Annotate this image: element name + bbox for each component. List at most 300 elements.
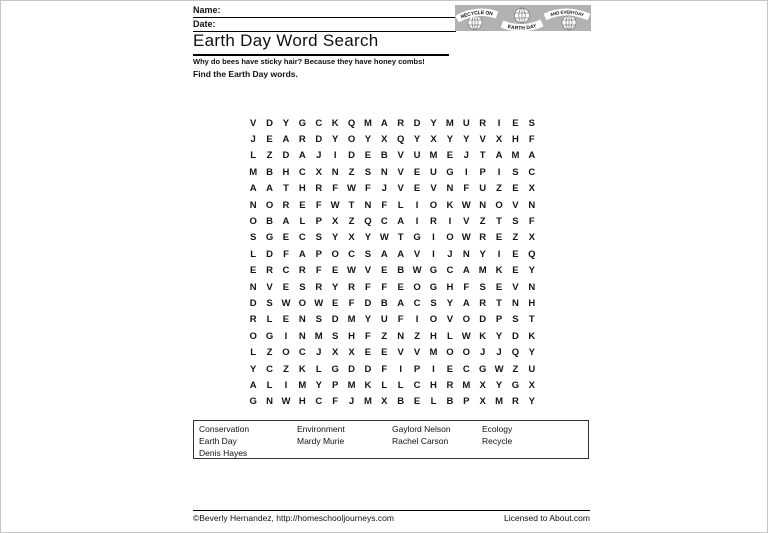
license-text: Licensed to About.com <box>503 513 590 523</box>
grid-cell: F <box>348 297 355 309</box>
grid-cell: U <box>430 166 437 178</box>
grid-cell: E <box>331 297 339 309</box>
word-list-column <box>392 423 482 458</box>
grid-cell: D <box>282 150 290 162</box>
grid-cell: X <box>381 134 388 146</box>
grid-cell: I <box>497 166 501 178</box>
grid-cell: H <box>430 379 437 391</box>
grid-cell: Y <box>528 347 535 359</box>
grid-cell: E <box>381 347 388 359</box>
grid-cell: X <box>495 134 503 146</box>
grid-cell: S <box>250 232 257 244</box>
grid-cell: W <box>347 183 357 195</box>
instruction-text: Find the Earth Day words. <box>193 69 298 79</box>
grid-cell: L <box>381 379 388 391</box>
grid-cell: Q <box>397 134 405 146</box>
grid-cell: Y <box>364 314 372 326</box>
grid-cell: R <box>479 297 487 309</box>
grid-cell: R <box>348 281 355 293</box>
grid-cell: P <box>315 216 322 228</box>
grid-cell: O <box>446 347 454 359</box>
grid-cell: O <box>331 248 339 260</box>
footer <box>193 513 590 523</box>
name-field <box>193 4 456 18</box>
grid-cell: H <box>348 330 355 342</box>
grid-cell: O <box>462 314 470 326</box>
grid-cell: Y <box>364 232 372 244</box>
grid-cell: N <box>249 199 257 211</box>
grid-cell: K <box>479 330 487 342</box>
grid-cell: E <box>397 281 404 293</box>
grid-cell: W <box>281 297 291 309</box>
grid-cell: Y <box>528 396 535 408</box>
grid-cell: S <box>512 314 519 326</box>
grid-cell: X <box>528 379 535 391</box>
grid-cell: X <box>315 166 322 178</box>
grid-cell: E <box>413 166 421 178</box>
grid-cell: H <box>282 166 290 178</box>
grid-cell: I <box>432 248 435 260</box>
grid-cell: T <box>397 232 404 244</box>
grid-cell: Y <box>446 297 454 309</box>
grid-cell: F <box>332 396 339 408</box>
grid-cell: K <box>331 117 339 129</box>
grid-cell: T <box>496 216 502 228</box>
grid-cell: M <box>249 166 258 178</box>
grid-cell: A <box>266 183 274 195</box>
grid-cell: M <box>429 150 438 162</box>
grid-cell: U <box>528 363 536 375</box>
word-list-column <box>297 423 392 458</box>
grid-cell: R <box>446 379 454 391</box>
grid-cell: H <box>446 281 454 293</box>
grid-cell: V <box>446 314 454 326</box>
grid-cell: Y <box>364 134 372 146</box>
grid-cell: I <box>333 150 337 162</box>
grid-cell: C <box>446 265 454 277</box>
grid-cell: Y <box>331 232 339 244</box>
grid-cell: A <box>397 297 405 309</box>
word-item: Mardy Murie <box>297 436 345 446</box>
grid-cell: O <box>429 199 438 211</box>
grid-cell: I <box>464 166 468 178</box>
grid-cell: D <box>348 363 355 375</box>
grid-cell: G <box>249 396 257 408</box>
grid-cell: F <box>365 183 371 195</box>
grid-cell: W <box>379 232 389 244</box>
grid-cell: C <box>380 216 388 228</box>
grid-cell: N <box>364 199 372 211</box>
grid-cell: R <box>430 216 437 228</box>
grid-cell: F <box>315 265 322 277</box>
grid-cell: N <box>462 248 470 260</box>
grid-cell: C <box>315 117 323 129</box>
grid-cell: K <box>298 363 306 375</box>
grid-cell: Q <box>347 117 356 129</box>
earth-day-banner <box>455 5 591 31</box>
grid-cell: E <box>282 281 290 293</box>
grid-cell: L <box>397 199 404 211</box>
grid-cell: N <box>528 281 536 293</box>
grid-cell: U <box>413 150 421 162</box>
grid-cell: V <box>364 265 372 277</box>
grid-cell: I <box>497 117 501 129</box>
grid-cell: U <box>462 117 470 129</box>
grid-cell: F <box>365 330 371 342</box>
grid-cell: X <box>348 232 355 244</box>
grid-cell: F <box>283 248 289 260</box>
grid-cell: W <box>347 265 357 277</box>
grid-cell: W <box>494 363 504 375</box>
grid-cell: J <box>381 183 387 195</box>
grid-cell: R <box>512 396 519 408</box>
grid-cell: S <box>479 281 486 293</box>
grid-cell: A <box>380 248 388 260</box>
grid-cell: V <box>413 347 421 359</box>
date-label: Date: <box>193 19 216 29</box>
grid-cell: O <box>413 281 421 293</box>
grid-cell: V <box>413 248 421 260</box>
grid-cell: N <box>397 330 405 342</box>
grid-cell: R <box>479 232 487 244</box>
grid-cell: F <box>528 134 535 146</box>
grid-cell: G <box>265 330 274 342</box>
word-item: Denis Hayes <box>199 448 248 458</box>
grid-cell: V <box>397 166 404 178</box>
word-item: Ecology <box>482 424 513 434</box>
grid-cell: L <box>315 363 322 375</box>
grid-cell: F <box>397 314 404 326</box>
grid-cell: E <box>331 265 339 277</box>
grid-cell: Z <box>266 347 273 359</box>
grid-cell: D <box>266 248 274 260</box>
grid-cell: E <box>512 248 519 260</box>
grid-cell: Z <box>348 216 355 228</box>
grid-cell: E <box>364 150 372 162</box>
grid-cell: Y <box>413 134 421 146</box>
grid-cell: X <box>348 347 355 359</box>
grid-cell: M <box>462 379 471 391</box>
grid-cell: O <box>282 347 290 359</box>
grid-cell: C <box>413 379 421 391</box>
grid-cell: D <box>331 314 339 326</box>
grid-cell: T <box>283 183 289 195</box>
grid-cell: B <box>397 265 405 277</box>
grid-cell: H <box>528 297 536 309</box>
grid-cell: V <box>397 150 404 162</box>
grid-cell: I <box>284 379 288 391</box>
grid-cell: E <box>266 134 273 146</box>
grid-cell: J <box>447 248 453 260</box>
grid-cell: W <box>461 199 471 211</box>
copyright-credit: ©Beverly Hernandez, http://homeschooljourneys.com <box>193 513 394 523</box>
word-list-column <box>482 423 588 458</box>
grid-cell: M <box>445 117 454 129</box>
grid-cell: I <box>415 314 419 326</box>
grid-cell: H <box>298 396 306 408</box>
grid-cell: O <box>347 134 356 146</box>
grid-cell: Q <box>528 248 536 260</box>
grid-cell: Y <box>315 379 322 391</box>
grid-cell: Q <box>511 347 520 359</box>
grid-cell: O <box>495 199 503 211</box>
grid-cell: L <box>397 379 404 391</box>
grid-cell: E <box>250 265 257 277</box>
grid-cell: I <box>399 363 403 375</box>
grid-cell: N <box>266 396 274 408</box>
grid-cell: F <box>381 199 388 211</box>
grid-cell: L <box>250 248 257 260</box>
grid-cell: Y <box>446 134 454 146</box>
grid-cell: U <box>479 183 487 195</box>
grid-cell: O <box>429 314 438 326</box>
grid-cell: C <box>298 347 306 359</box>
date-field <box>193 18 456 32</box>
grid-cell: J <box>316 347 322 359</box>
grid-cell: V <box>479 134 486 146</box>
grid-cell: G <box>429 281 438 293</box>
grid-cell: R <box>266 265 274 277</box>
grid-cell: P <box>479 166 486 178</box>
grid-cell: C <box>348 248 355 260</box>
grid-cell: Y <box>528 265 535 277</box>
grid-cell: V <box>266 281 273 293</box>
word-item: Earth Day <box>199 436 237 446</box>
grid-cell: R <box>397 117 405 129</box>
grid-cell: D <box>364 297 372 309</box>
word-item: Conservation <box>199 424 250 434</box>
grid-cell: P <box>463 396 470 408</box>
grid-cell: M <box>298 379 307 391</box>
grid-cell: I <box>448 216 452 228</box>
grid-cell: H <box>512 134 519 146</box>
grid-cell: G <box>298 117 307 129</box>
grid-cell: A <box>528 150 536 162</box>
grid-cell: D <box>413 117 421 129</box>
grid-cell: Y <box>479 248 486 260</box>
grid-cell: W <box>330 199 340 211</box>
grid-cell: A <box>462 265 470 277</box>
grid-cell: K <box>364 379 372 391</box>
grid-cell: G <box>478 363 487 375</box>
grid-cell: G <box>413 232 421 244</box>
grid-cell: S <box>512 216 519 228</box>
grid-cell: N <box>298 330 306 342</box>
grid-cell: V <box>250 117 257 129</box>
grid-cell: I <box>284 330 288 342</box>
grid-cell: Y <box>463 134 470 146</box>
grid-cell: J <box>463 150 469 162</box>
grid-cell: M <box>347 379 356 391</box>
grid-cell: M <box>363 396 372 408</box>
grid-cell: G <box>331 363 339 375</box>
grid-cell: O <box>462 347 470 359</box>
word-item: Recycle <box>482 436 513 446</box>
grid-cell: E <box>282 232 290 244</box>
grid-cell: C <box>462 363 470 375</box>
word-search-grid <box>245 115 540 410</box>
grid-cell: S <box>512 166 519 178</box>
grid-cell: I <box>497 248 501 260</box>
grid-cell: E <box>413 183 421 195</box>
grid-cell: N <box>331 166 339 178</box>
grid-cell: V <box>463 216 470 228</box>
grid-cell: K <box>495 265 503 277</box>
grid-cell: I <box>432 232 435 244</box>
grid-cell: S <box>315 314 322 326</box>
grid-cell: F <box>463 281 470 293</box>
globe-icon <box>562 16 576 30</box>
grid-cell: H <box>298 183 306 195</box>
grid-cell: E <box>512 183 519 195</box>
grid-cell: B <box>397 396 405 408</box>
grid-cell: S <box>266 297 273 309</box>
grid-cell: N <box>528 199 536 211</box>
grid-cell: W <box>314 297 324 309</box>
grid-cell: Q <box>364 216 372 228</box>
grid-cell: N <box>298 314 306 326</box>
grid-cell: C <box>266 363 274 375</box>
grid-cell: V <box>430 183 437 195</box>
grid-cell: N <box>249 281 257 293</box>
grid-cell: C <box>413 297 421 309</box>
grid-cell: V <box>512 199 519 211</box>
grid-cell: P <box>315 248 322 260</box>
grid-cell: E <box>446 150 454 162</box>
grid-cell: Y <box>282 117 290 129</box>
grid-cell: R <box>315 281 323 293</box>
word-list-column <box>199 423 297 458</box>
grid-cell: P <box>413 363 421 375</box>
grid-cell: B <box>266 166 274 178</box>
grid-cell: B <box>380 297 388 309</box>
banner-arc-middle-label: EARTH DAY <box>507 23 538 31</box>
grid-cell: J <box>496 347 502 359</box>
page-title: Earth Day Word Search <box>193 31 449 56</box>
grid-cell: X <box>331 347 339 359</box>
grid-cell: M <box>363 117 372 129</box>
grid-cell: M <box>347 314 356 326</box>
grid-cell: O <box>249 216 257 228</box>
grid-cell: X <box>479 379 486 391</box>
grid-cell: S <box>299 281 306 293</box>
grid-cell: S <box>364 166 372 178</box>
grid-cell: Z <box>496 183 502 195</box>
grid-cell: I <box>415 199 419 211</box>
banner-arc-right-label: AND EVERYDAY <box>549 9 585 18</box>
grid-cell: Z <box>381 330 388 342</box>
grid-cell: O <box>446 232 454 244</box>
grid-cell: F <box>528 216 535 228</box>
word-item: Gaylord Nelson <box>392 424 451 434</box>
grid-cell: M <box>495 396 504 408</box>
grid-cell: A <box>397 216 405 228</box>
grid-cell: Z <box>512 363 519 375</box>
grid-cell: X <box>430 134 437 146</box>
grid-cell: L <box>266 379 273 391</box>
grid-cell: E <box>364 347 372 359</box>
grid-cell: G <box>446 166 454 178</box>
grid-cell: D <box>512 330 519 342</box>
grid-cell: J <box>250 134 256 146</box>
footer-divider <box>193 510 590 511</box>
grid-cell: Y <box>495 330 503 342</box>
grid-cell: R <box>249 314 257 326</box>
grid-cell: G <box>511 379 520 391</box>
grid-cell: S <box>364 248 372 260</box>
word-item: Environment <box>297 424 345 434</box>
grid-cell: Z <box>283 363 289 375</box>
grid-cell: M <box>429 347 438 359</box>
grid-cell: N <box>446 183 454 195</box>
grid-cell: Z <box>512 232 519 244</box>
grid-cell: D <box>364 363 372 375</box>
word-item: Rachel Carson <box>392 436 449 446</box>
grid-cell: C <box>298 166 306 178</box>
grid-cell: E <box>495 232 503 244</box>
grid-cell: A <box>249 379 257 391</box>
grid-cell: F <box>315 199 322 211</box>
grid-cell: A <box>495 150 503 162</box>
grid-cell: R <box>479 117 487 129</box>
grid-cell: R <box>298 134 306 146</box>
grid-cell: O <box>249 330 257 342</box>
name-label: Name: <box>193 5 221 15</box>
grid-cell: C <box>528 166 536 178</box>
grid-cell: B <box>380 150 388 162</box>
grid-cell: A <box>298 150 306 162</box>
grid-cell: A <box>380 117 388 129</box>
grid-cell: S <box>331 330 339 342</box>
grid-cell: F <box>381 363 388 375</box>
grid-cell: Y <box>331 281 339 293</box>
grid-cell: F <box>332 183 339 195</box>
grid-cell: S <box>315 232 322 244</box>
grid-cell: L <box>250 347 257 359</box>
grid-cell: J <box>480 347 486 359</box>
grid-cell: K <box>446 199 454 211</box>
banner-arc-left-label: RECYCLE ON <box>460 10 494 21</box>
grid-cell: X <box>528 232 535 244</box>
grid-cell: F <box>365 281 371 293</box>
grid-cell: Z <box>414 330 420 342</box>
joke-text: Why do bees have sticky hair? Because they have honey combs! <box>193 57 425 66</box>
grid-cell: E <box>512 265 519 277</box>
grid-cell: E <box>282 314 290 326</box>
grid-cell: Z <box>266 150 273 162</box>
grid-cell: A <box>298 248 306 260</box>
grid-cell: Y <box>495 379 503 391</box>
grid-cell: P <box>495 314 503 326</box>
grid-cell: D <box>315 134 323 146</box>
grid-cell: V <box>397 183 404 195</box>
grid-cell: C <box>282 265 290 277</box>
grid-cell: Y <box>250 363 257 375</box>
grid-cell: R <box>315 183 323 195</box>
grid-cell: W <box>281 396 291 408</box>
grid-cell: V <box>512 281 519 293</box>
grid-cell: G <box>265 232 274 244</box>
grid-cell: E <box>299 199 306 211</box>
grid-cell: O <box>298 297 307 309</box>
grid-cell: A <box>397 248 405 260</box>
grid-cell: D <box>348 150 355 162</box>
grid-cell: A <box>462 297 470 309</box>
grid-cell: A <box>282 216 290 228</box>
grid-cell: I <box>432 363 435 375</box>
grid-cell: A <box>249 183 257 195</box>
word-list <box>193 420 589 459</box>
